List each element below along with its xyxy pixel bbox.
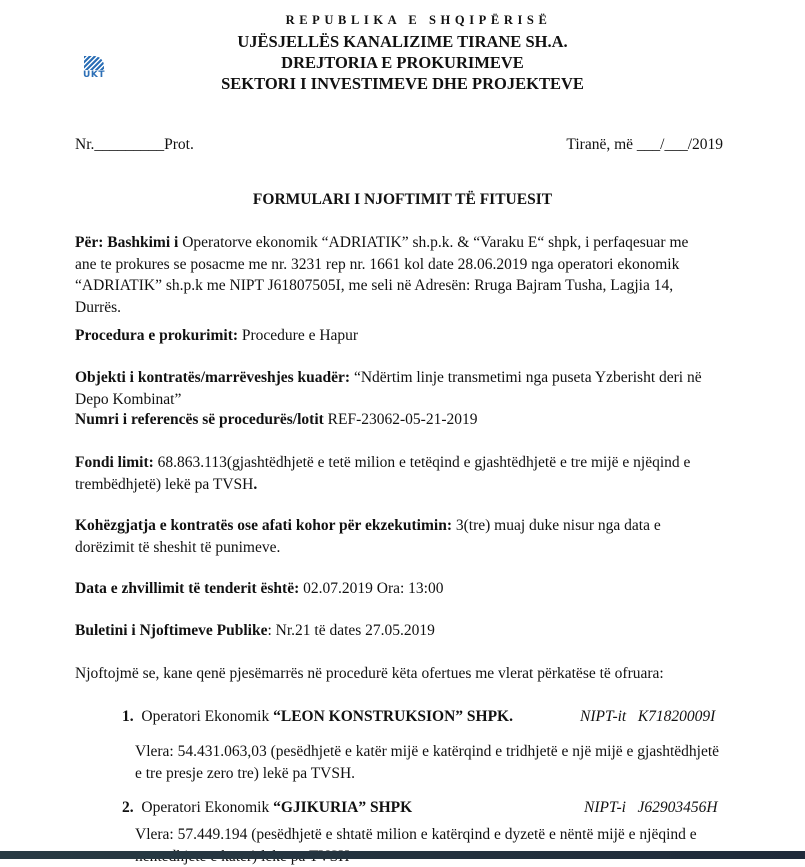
per-text-line: Durrës. bbox=[75, 297, 735, 319]
viewer-bottom-bar bbox=[0, 851, 805, 859]
section-procedure bbox=[75, 325, 735, 347]
header-sector: SEKTORI I INVESTIMEVE DHE PROJEKTEVE bbox=[0, 73, 805, 95]
bidder-prefix: Operatori Ekonomik bbox=[141, 708, 273, 725]
bidder-value-line: Vlera: 57.449.194 (pesëdhjetë e shtatë milion e katërqind e dyzetë e nëntë mijë e njëqind e bbox=[135, 824, 697, 846]
protocol-number bbox=[75, 134, 194, 156]
object-value-cont: Depo Kombinat” bbox=[75, 389, 735, 411]
nipt-label: NIPT-it bbox=[580, 708, 626, 725]
bidder-number: 1. bbox=[122, 708, 134, 725]
bulletin-value: : Nr.21 të dates 27.05.2019 bbox=[267, 622, 434, 639]
bidder-2-nipt bbox=[584, 797, 718, 819]
duration-value-cont: dorëzimit të sheshit të punimeve. bbox=[75, 537, 735, 559]
tender-date-label: Data e zhvillimit të tenderit është: bbox=[75, 580, 299, 597]
section-per bbox=[75, 232, 735, 318]
nipt-label: NIPT-i bbox=[584, 799, 626, 816]
object-label: Objekti i kontratës/marrëveshjes kuadër: bbox=[75, 369, 350, 386]
header-company: UJËSJELLËS KANALIZIME TIRANE SH.A. bbox=[0, 31, 805, 53]
section-tender-date bbox=[75, 578, 735, 600]
bidder-1-value bbox=[135, 741, 719, 784]
bulletin-label: Buletini i Njoftimeve Publike bbox=[75, 622, 267, 639]
section-object bbox=[75, 367, 735, 410]
bidder-name: “LEON KONSTRUKSION” SHPK. bbox=[273, 708, 513, 725]
fund-label: Fondi limit: bbox=[75, 454, 154, 471]
duration-value: 3(tre) muaj duke nisur nga data e bbox=[452, 517, 661, 534]
per-text-line: ane te prokures se posacme me nr. 3231 rep nr. 1661 kol date 28.06.2019 nga operatori ekonomik bbox=[75, 254, 735, 276]
bidders-intro: Njoftojmë se, kane qenë pjesëmarrës në procedurë këta ofertues me vlerat përkatëse të ofruara: bbox=[75, 663, 735, 685]
object-value: “Ndërtim linje transmetimi nga puseta Yzberisht deri në bbox=[350, 369, 702, 386]
bidder-value-line: e tre presje zero tre) lekë pa TVSH. bbox=[135, 763, 719, 785]
section-duration bbox=[75, 515, 735, 558]
logo-text: UKT bbox=[82, 70, 106, 80]
bidder-2-heading bbox=[122, 797, 412, 819]
document-title: FORMULARI I NJOFTIMIT TË FITUESIT bbox=[0, 189, 805, 211]
nipt-value: J62903456H bbox=[638, 799, 718, 816]
fund-value: 68.863.113(gjashtëdhjetë e tetë milion e tetëqind e gjashtëdhjetë e tre mijë e njëqind e bbox=[154, 454, 691, 471]
header-directorate: DREJTORIA E PROKURIMEVE bbox=[0, 52, 805, 74]
bidder-value-line: Vlera: 54.431.063,03 (pesëdhjetë e katër mijë e katërqind e tridhjetë e një mijë e gjashtëdhjetë bbox=[135, 741, 719, 763]
procedure-label: Procedura e prokurimit: bbox=[75, 327, 238, 344]
bidder-1-nipt bbox=[580, 706, 715, 728]
section-bulletin bbox=[75, 620, 735, 642]
procedure-value: Procedure e Hapur bbox=[238, 327, 358, 344]
reference-value: REF-23062-05-21-2019 bbox=[324, 411, 478, 428]
prot-label: Prot. bbox=[164, 136, 194, 153]
per-text-line: Operatorve ekonomik “ADRIATIK” sh.p.k. & “Varaku E“ shpk, i perfaqesuar me bbox=[178, 234, 688, 251]
section-fund bbox=[75, 452, 735, 495]
bidder-number: 2. bbox=[122, 799, 134, 816]
nr-label: Nr. bbox=[75, 136, 94, 153]
header-republic: REPUBLIKA E SHQIPËRISË bbox=[0, 10, 805, 32]
section-reference bbox=[75, 409, 735, 431]
duration-label: Kohëzgjatja e kontratës ose afati kohor për ekzekutimin: bbox=[75, 517, 452, 534]
place-date: Tiranë, më ___/___/2019 bbox=[566, 134, 723, 156]
bidder-name: “GJIKURIA” SHPK bbox=[273, 799, 412, 816]
bidder-2-value bbox=[135, 824, 697, 867]
bidder-1-heading bbox=[122, 706, 513, 728]
fund-period: . bbox=[253, 476, 257, 493]
bidder-prefix: Operatori Ekonomik bbox=[141, 799, 273, 816]
fund-value-cont: trembëdhjetë) lekë pa TVSH bbox=[75, 476, 253, 493]
per-label: Për: Bashkimi i bbox=[75, 234, 178, 251]
nr-blank: _________ bbox=[94, 136, 164, 153]
nipt-value: K71820009I bbox=[638, 708, 716, 725]
tender-date-value: 02.07.2019 Ora: 13:00 bbox=[299, 580, 443, 597]
reference-label: Numri i referencës së procedurës/lotit bbox=[75, 411, 324, 428]
per-text-line: “ADRIATIK” sh.p.k me NIPT J61807505I, me seli në Adresën: Rruga Bajram Tusha, Lagjia 14, bbox=[75, 275, 735, 297]
